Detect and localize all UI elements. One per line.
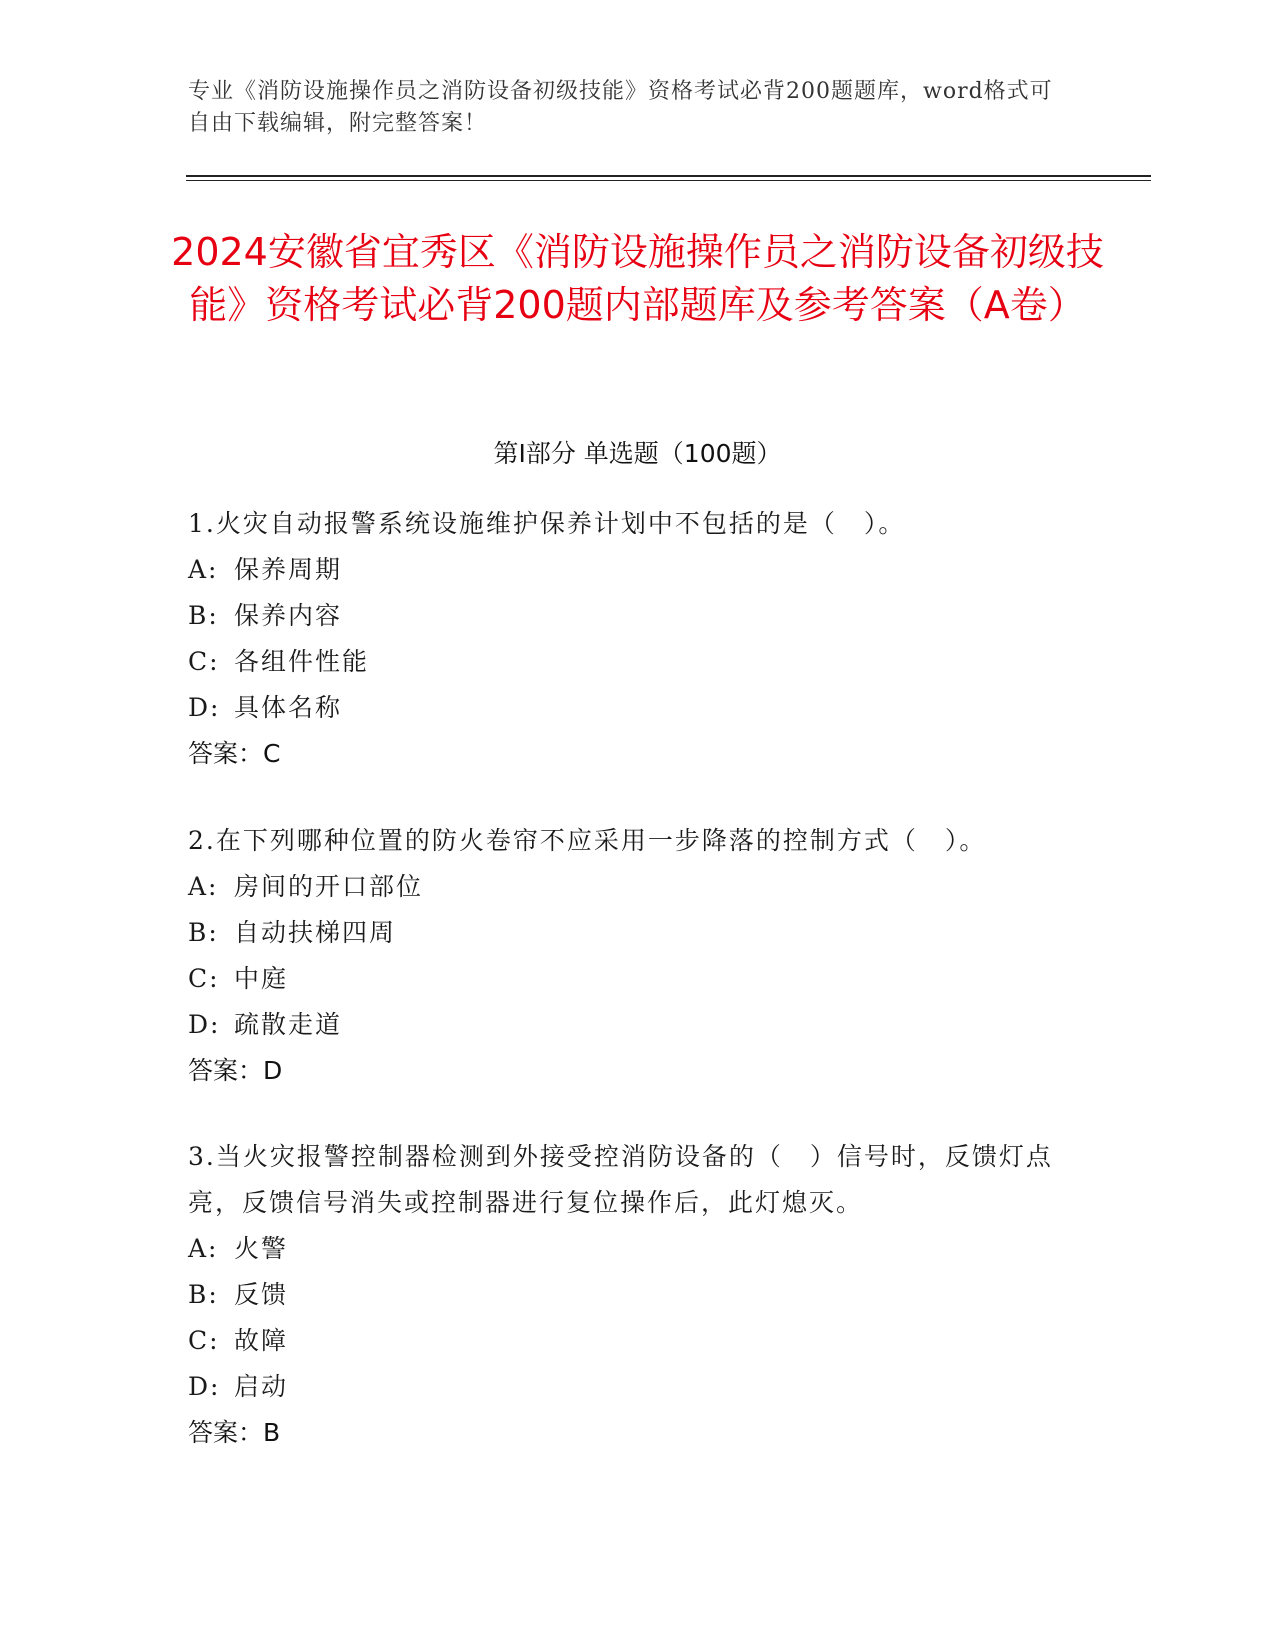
option-text: 故障 — [234, 1326, 289, 1355]
option-text: 具体名称 — [234, 693, 343, 722]
option-d — [188, 685, 1068, 731]
option-text: 火警 — [234, 1234, 289, 1263]
answer-line: 答案：D — [188, 1056, 283, 1085]
section-heading: 第I部分 单选题（100题） — [493, 439, 782, 468]
option-letter: A: — [188, 1234, 219, 1263]
option-text: 疏散走道 — [234, 1010, 343, 1039]
question-stem: 2.在下列哪种位置的防火卷帘不应采用一步降落的控制方式（ ）。 — [188, 826, 987, 855]
option-letter: D: — [188, 1372, 221, 1401]
answer-line: 答案：C — [188, 739, 281, 768]
option-text: 保养内容 — [234, 601, 343, 630]
option-a — [188, 547, 1068, 593]
option-b — [188, 910, 1068, 956]
header-note: 专业《消防设施操作员之消防设备初级技能》资格考试必背200题题库，word格式可自由下载编辑，附完整答案！ — [188, 79, 1053, 136]
question-3 — [188, 1134, 1068, 1456]
option-text: 房间的开口部位 — [234, 872, 424, 901]
question-stem: 1.火灾自动报警系统设施维护保养计划中不包括的是（ ）。 — [188, 509, 906, 538]
option-letter: C: — [188, 1326, 220, 1355]
option-letter: C: — [188, 647, 220, 676]
option-text: 自动扶梯四周 — [234, 918, 397, 947]
option-b — [188, 1272, 1068, 1318]
header-divider-thin — [186, 180, 1151, 181]
question-stem: 3.当火灾报警控制器检测到外接受控消防设备的（ ）信号时，反馈灯点亮，反馈信号消失或控制器进行复位操作后，此灯熄灭。 — [188, 1142, 1053, 1217]
option-b — [188, 593, 1068, 639]
option-letter: B: — [188, 918, 219, 947]
answer-line: 答案：B — [188, 1418, 281, 1447]
option-d — [188, 1364, 1068, 1410]
option-letter: D: — [188, 1010, 221, 1039]
option-text: 中庭 — [234, 964, 289, 993]
header-divider-thick — [186, 175, 1151, 177]
option-letter: C: — [188, 964, 220, 993]
option-letter: A: — [188, 555, 219, 584]
option-text: 反馈 — [234, 1280, 289, 1309]
option-letter: A: — [188, 872, 219, 901]
option-text: 保养周期 — [234, 555, 343, 584]
option-c — [188, 1318, 1068, 1364]
option-d — [188, 1002, 1068, 1048]
option-c — [188, 956, 1068, 1002]
option-a — [188, 864, 1068, 910]
option-letter: B: — [188, 601, 219, 630]
option-c — [188, 639, 1068, 685]
option-text: 各组件性能 — [234, 647, 370, 676]
option-letter: D: — [188, 693, 221, 722]
option-letter: B: — [188, 1280, 219, 1309]
option-a — [188, 1226, 1068, 1272]
document-title: 2024安徽省宜秀区《消防设施操作员之消防设备初级技能》资格考试必背200题内部题库及参考答案（A卷） — [171, 230, 1104, 327]
question-2 — [188, 818, 1068, 1094]
question-1 — [188, 501, 1068, 777]
option-text: 启动 — [234, 1372, 289, 1401]
